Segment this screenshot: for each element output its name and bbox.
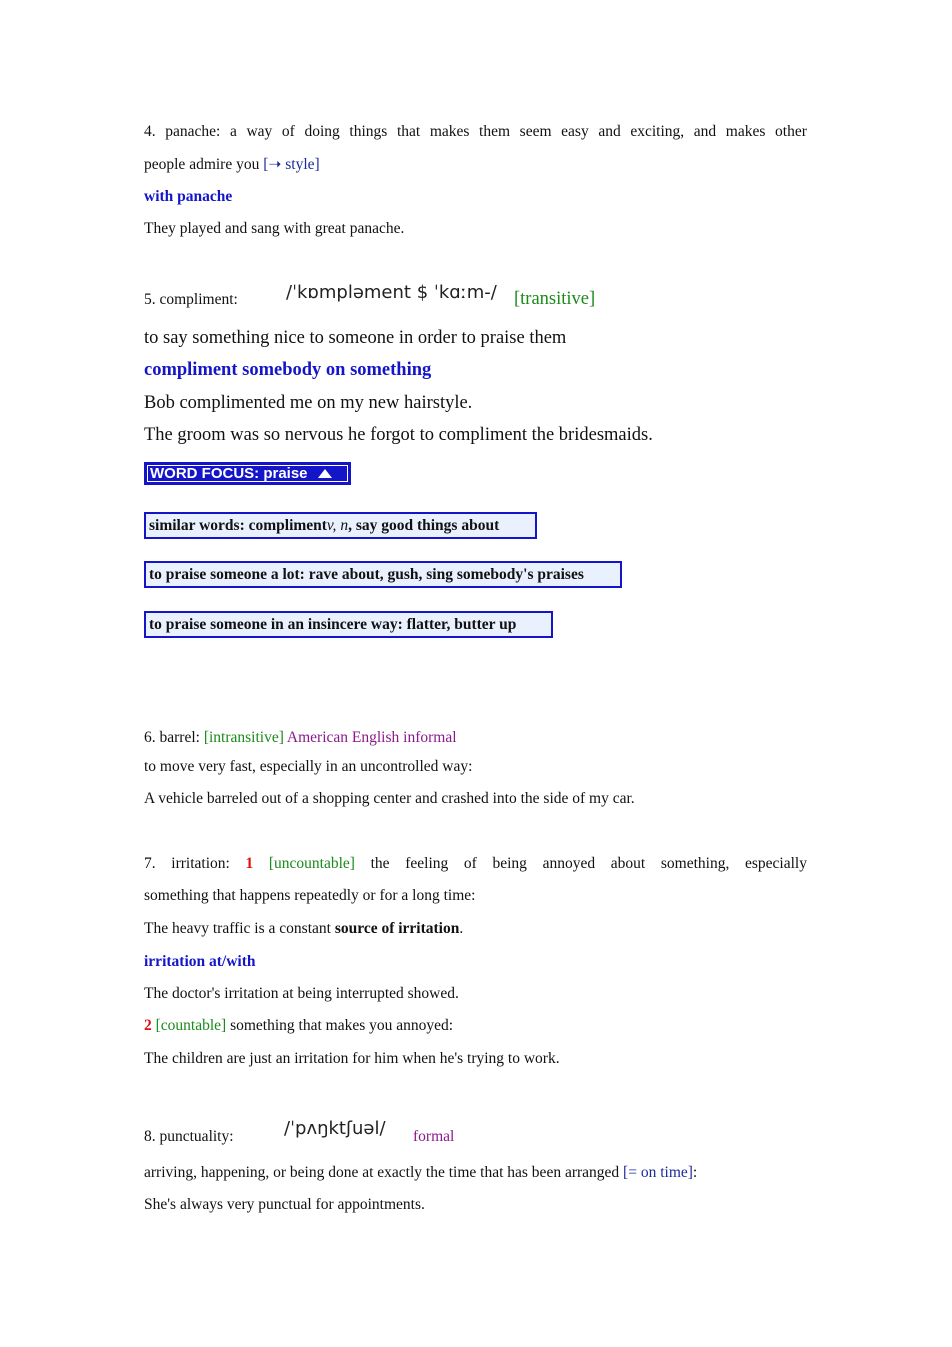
word-focus-box-flatter: to praise someone in an insincere way: flatter, butter up [144, 611, 553, 638]
panache-definition-line1: 4. panache: a way of doing things that makes them seem easy and exciting, and makes other [144, 123, 807, 140]
collocation: with panache [144, 188, 233, 205]
pronunciation: /ˈpʌŋktʃuəl/ [284, 1118, 386, 1139]
sense-number: 1 [245, 855, 254, 872]
headword: panache: [165, 123, 221, 140]
example-sentence: Bob complimented me on my new hairstyle. [144, 393, 473, 413]
pronunciation: /ˈkɒmpləment $ ˈkɑːm-/ [286, 282, 497, 303]
example-sentence: She's always very punctual for appointments. [144, 1196, 425, 1213]
grammar-label: [uncountable] [268, 855, 355, 872]
definition: to move very fast, especially in an uncontrolled way: [144, 758, 473, 775]
headword: irritation: [171, 855, 230, 872]
crossref-link[interactable]: [= on time] [623, 1164, 693, 1181]
example-sentence: They played and sang with great panache. [144, 220, 405, 237]
word-focus-toggle-button[interactable] [144, 462, 351, 485]
sense-2-line: 2 [countable] something that makes you annoyed: [144, 1017, 454, 1034]
crossref-link[interactable]: [➝ style] [263, 156, 320, 173]
word-focus-box-similar: similar words: compliment v, n , say good things about [144, 512, 537, 539]
example-sentence: A vehicle barreled out of a shopping center and crashed into the side of my car. [144, 790, 635, 807]
grammar-label: [transitive] [514, 289, 596, 309]
collocation: compliment somebody on something [144, 360, 432, 380]
grammar-label: [countable] [155, 1017, 227, 1034]
definition-line2: something that happens repeatedly or for a long time: [144, 887, 476, 904]
punctuality-headword: 8. punctuality: [144, 1128, 234, 1145]
word-focus-box-rave: to praise someone a lot: rave about, gush, sing somebody's praises [144, 561, 622, 588]
register-label: formal [413, 1128, 455, 1145]
example-sentence: The children are just an irritation for him when he's trying to work. [144, 1050, 560, 1067]
word-focus-label: WORD FOCUS: praise [150, 465, 308, 482]
entry-number: 4. [144, 123, 156, 140]
grammar-label: [intransitive] [203, 729, 284, 746]
compliment-headword: 5. compliment: [144, 291, 238, 308]
panache-definition-line2: people admire you [➝ style] [144, 156, 320, 173]
register-label: American English informal [286, 729, 457, 746]
definition: arriving, happening, or being done at exactly the time that has been arranged [= on time]: [144, 1164, 698, 1181]
example-sentence: The heavy traffic is a constant source of irritation. [144, 920, 464, 937]
example-sentence: The groom was so nervous he forgot to compliment the bridesmaids. [144, 425, 653, 445]
sense-number: 2 [144, 1017, 152, 1034]
definition: to say something nice to someone in order to praise them [144, 328, 567, 348]
collapse-triangle-icon [318, 469, 332, 478]
example-sentence: The doctor's irritation at being interrupted showed. [144, 985, 459, 1002]
collocation: irritation at/with [144, 953, 256, 970]
irritation-definition-line1: 7. irritation: 1 [uncountable] the feeling of being annoyed about something, especially [144, 855, 807, 872]
barrel-headword-line: 6. barrel: [intransitive] American English informal [144, 729, 457, 746]
